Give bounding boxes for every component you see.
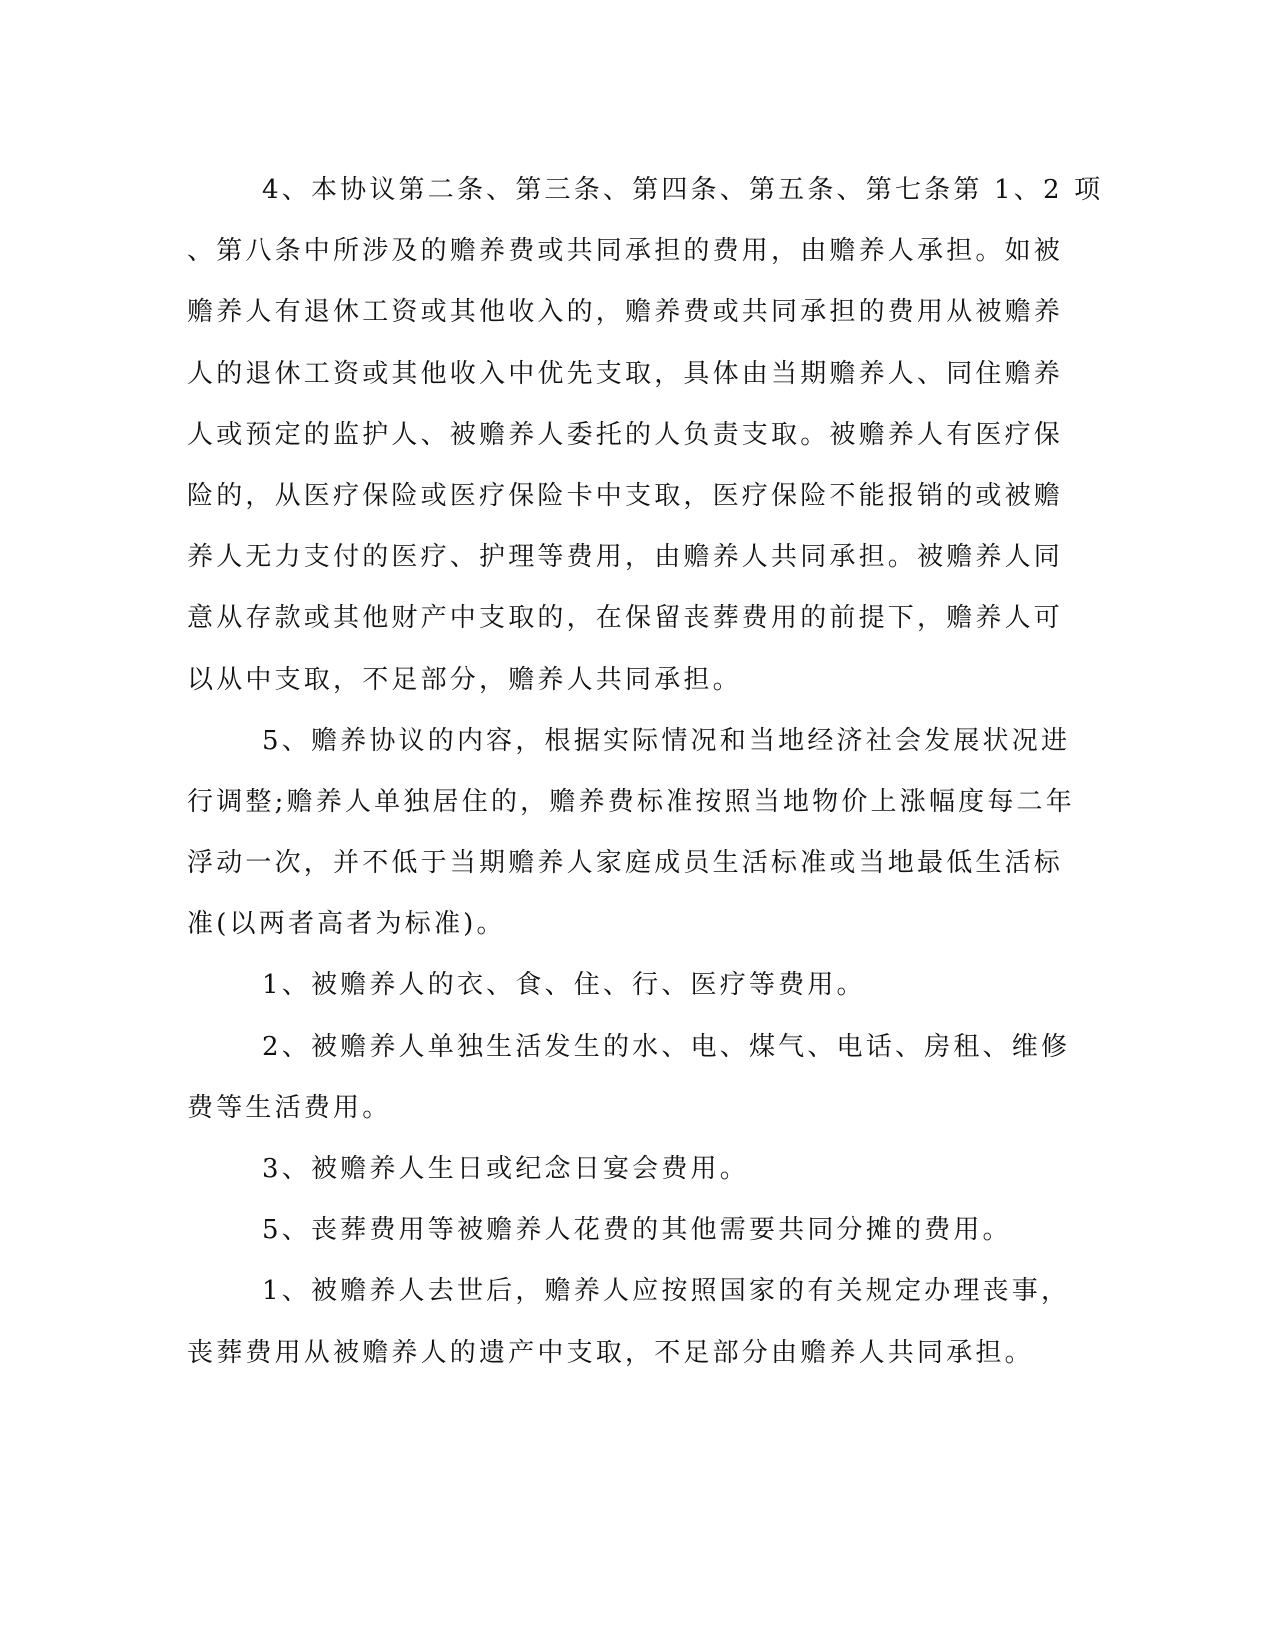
paragraph-line: 5、丧葬费用等被赡养人花费的其他需要共同分摊的费用。	[262, 1215, 1012, 1246]
paragraph-line: 赡养人有退休工资或其他收入的，赡养费或共同承担的费用从被赡养	[187, 297, 1064, 328]
paragraph-line: 3、被赡养人生日或纪念日宴会费用。	[262, 1154, 749, 1184]
paragraph-line: 4、本协议第二条、第三条、第四条、第五条、第七条第 1、2 项	[262, 175, 1104, 205]
paragraph-line: 准(以两者高者为标准)。	[187, 909, 506, 940]
paragraph-line: 1、被赡养人去世后，赡养人应按照国家的有关规定办理丧事，	[262, 1276, 1071, 1307]
paragraph-line: 人的退休工资或其他收入中优先支取，具体由当期赡养人、同住赡养	[187, 358, 1064, 389]
paragraph-line: 2、被赡养人单独生活发生的水、电、煤气、电话、房租、维修	[262, 1031, 1071, 1062]
paragraph-line: 人或预定的监护人、被赡养人委托的人负责支取。被赡养人有医疗保	[187, 419, 1064, 450]
paragraph-line: 费等生活费用。	[187, 1092, 392, 1123]
paragraph-line: 以从中支取，不足部分，赡养人共同承担。	[187, 664, 742, 695]
paragraph-line: 1、被赡养人的衣、食、住、行、医疗等费用。	[262, 970, 866, 1001]
paragraph-line: 浮动一次，并不低于当期赡养人家庭成员生活标准或当地最低生活标	[187, 848, 1064, 879]
paragraph-line: 、第八条中所涉及的赡养费或共同承担的费用，由赡养人承担。如被	[187, 236, 1064, 267]
paragraph-line: 意从存款或其他财产中支取的，在保留丧葬费用的前提下，赡养人可	[187, 603, 1064, 634]
paragraph-line: 5、赡养协议的内容，根据实际情况和当地经济社会发展状况进	[262, 725, 1071, 756]
paragraph-line: 险的，从医疗保险或医疗保险卡中支取，医疗保险不能报销的或被赡	[187, 480, 1064, 511]
paragraph-line: 行调整;赡养人单独居住的，赡养费标准按照当地物价上涨幅度每二年	[187, 786, 1075, 817]
paragraph-line: 养人无力支付的医疗、护理等费用，由赡养人共同承担。被赡养人同	[187, 542, 1064, 573]
paragraph-line: 丧葬费用从被赡养人的遗产中支取，不足部分由赡养人共同承担。	[187, 1337, 1034, 1368]
document-body	[187, 160, 1104, 1384]
